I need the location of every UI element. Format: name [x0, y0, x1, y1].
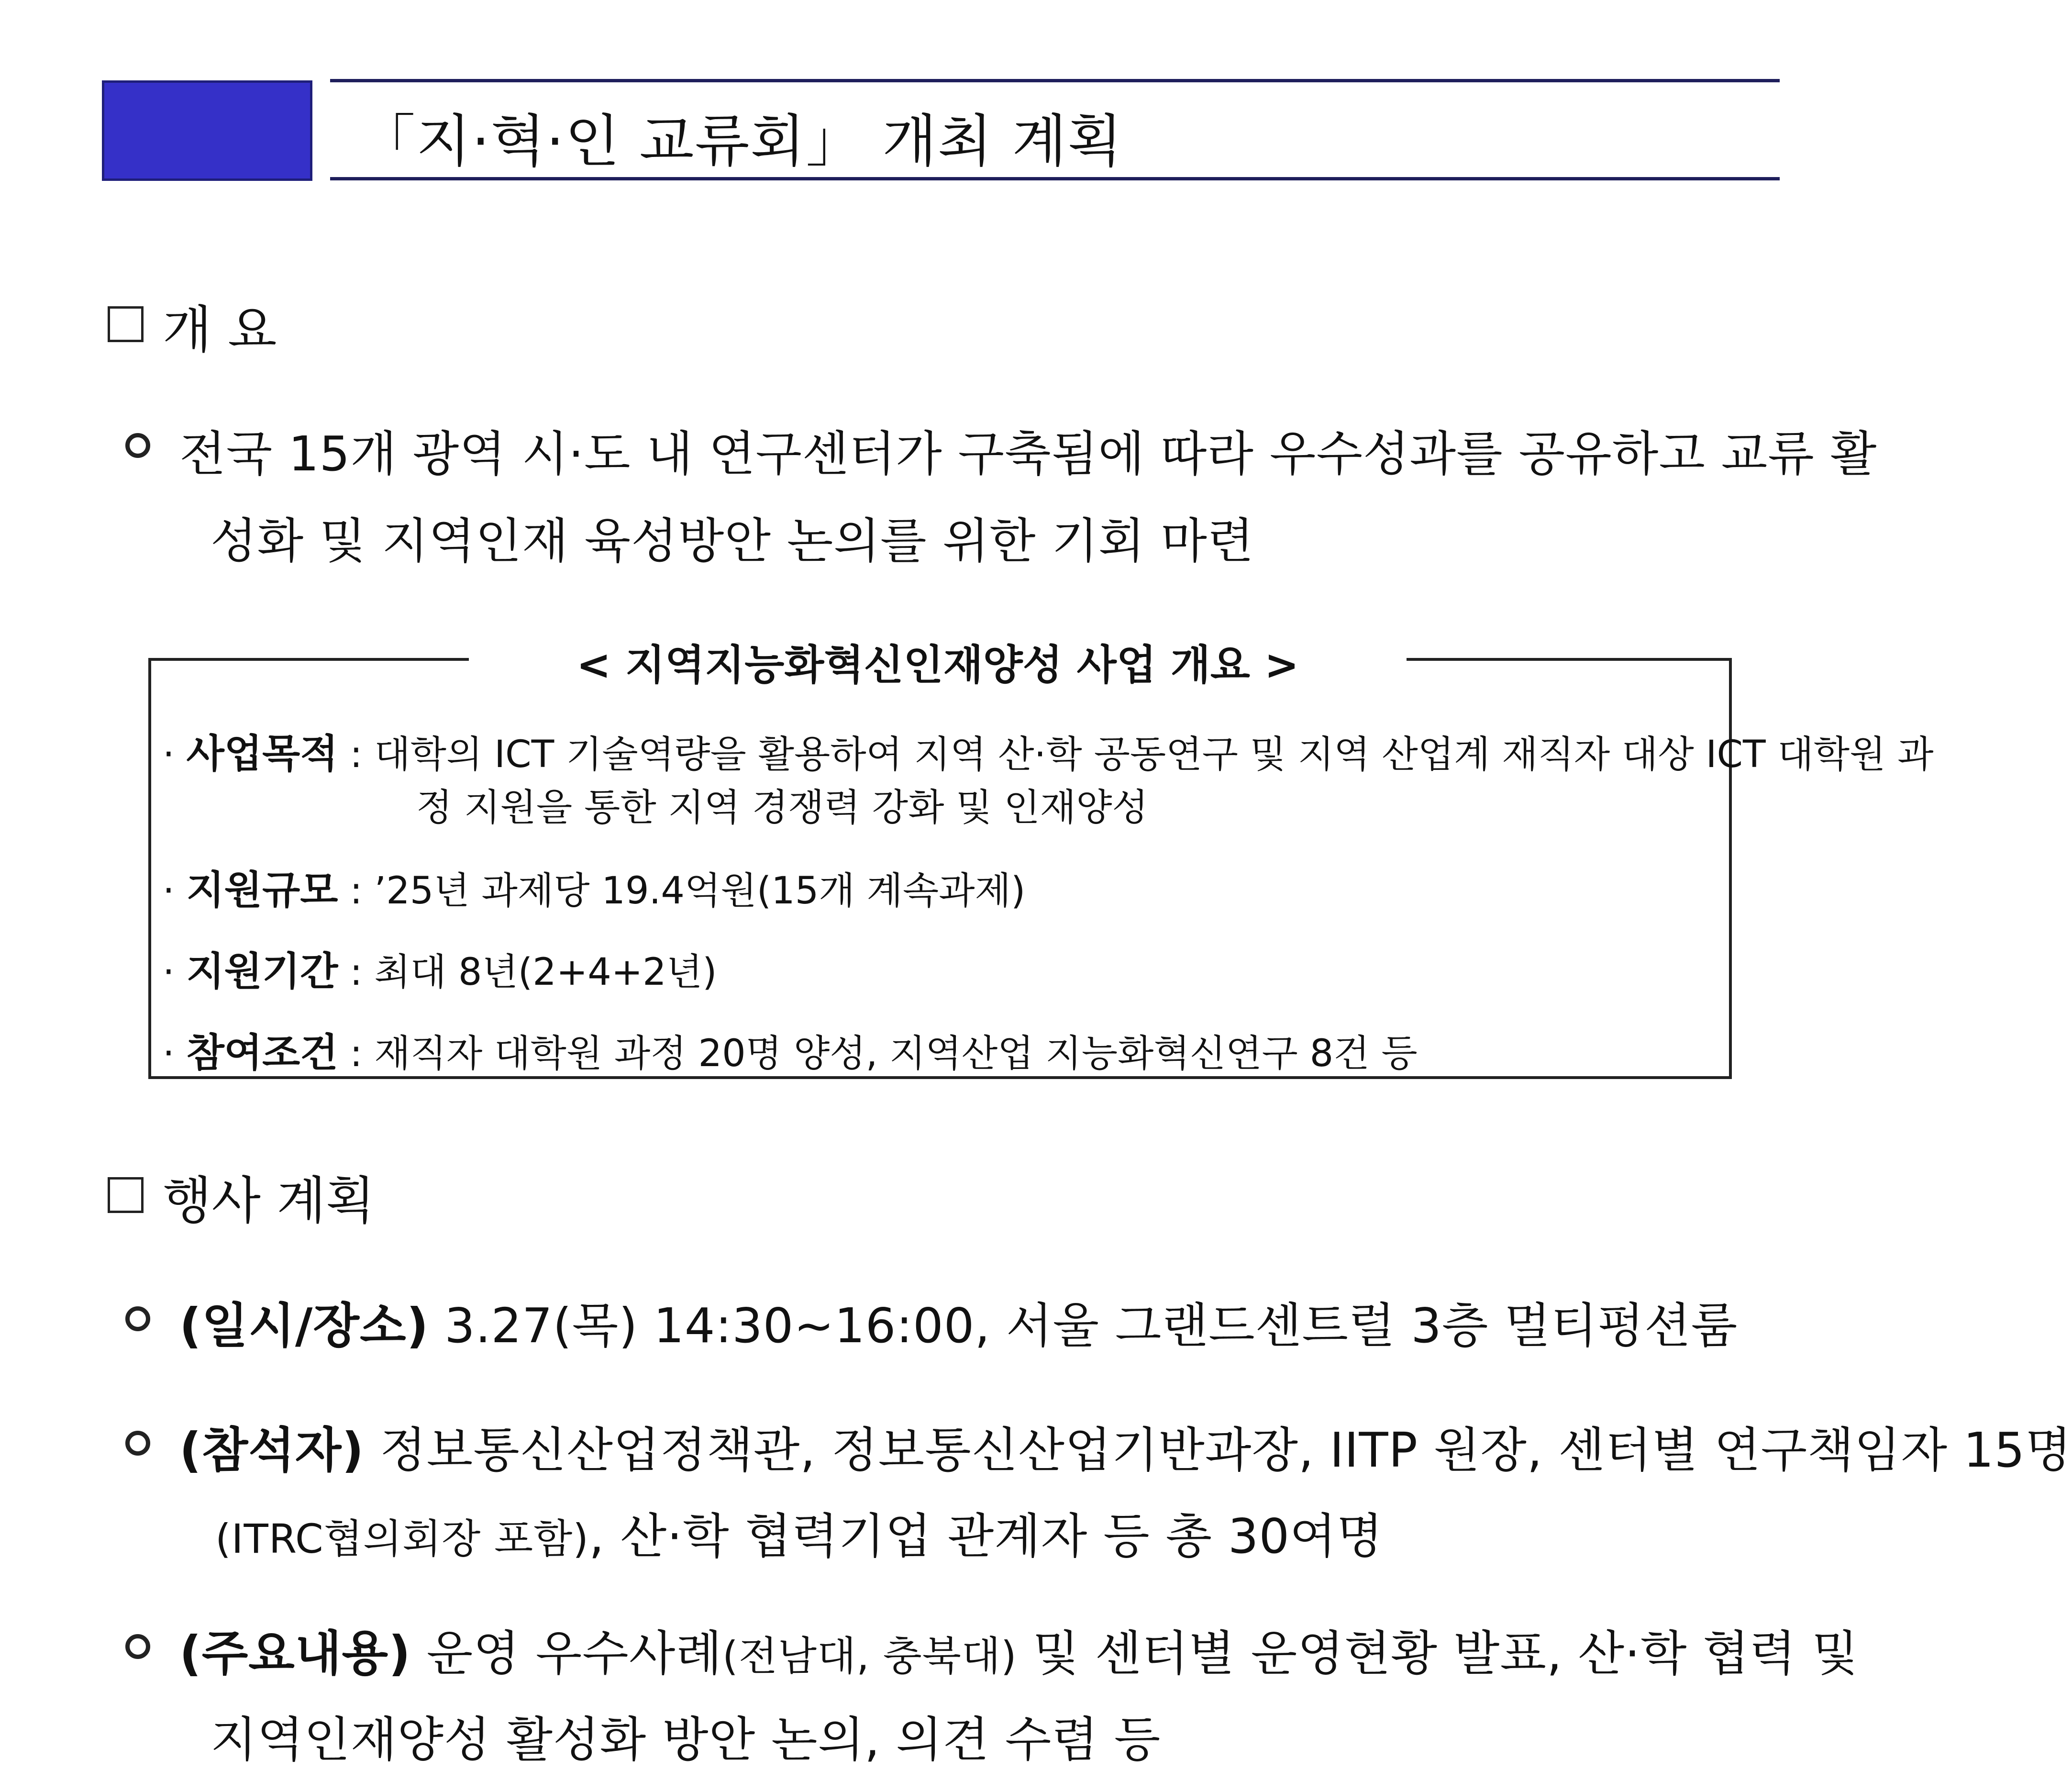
title-bottom-rule	[330, 177, 1780, 180]
event-item-text: 정보통신산업정책관, 정보통신산업기반과장, IITP 원장, 센터별 연구책임자 15명	[364, 1422, 2072, 1478]
row-text: 최대 8년(2+4+2년)	[374, 951, 717, 994]
row-label: 사업목적	[186, 731, 338, 777]
row-sep: :	[338, 869, 375, 913]
row-sep: :	[338, 951, 375, 994]
row-dot: ·	[163, 733, 187, 776]
event-item-datetime	[179, 1287, 1738, 1356]
row-label: 참여조건	[186, 1030, 338, 1076]
event-item-attendees	[179, 1412, 2072, 1481]
overview-bullet-line1: 전국 15개 광역 시·도 내 연구센터가 구축됨에 따라 우수성과를 공유하고 교류 활	[179, 426, 1877, 482]
overview-bullet-line2: 성화 및 지역인재 육성방안 논의를 위한 기회 마련	[211, 513, 1254, 569]
row-label: 지원규모	[186, 868, 338, 913]
bullet-circle-icon	[125, 1634, 150, 1659]
event-item-label: (참석자)	[179, 1422, 365, 1478]
box-row-purpose-line2: 정 지원을 통한 지역 경쟁력 강화 및 인재양성	[416, 786, 1148, 829]
box-row-conditions	[163, 1022, 1418, 1078]
event-item-paren: (ITRC협의회장 포함)	[215, 1515, 589, 1562]
event-item-agenda	[179, 1615, 1859, 1684]
row-sep: :	[338, 1032, 375, 1075]
box-row-purpose	[163, 723, 1934, 779]
row-label: 지원기간	[186, 949, 338, 994]
event-item-text: 3.27(목) 14:30~16:00, 서울 그랜드센트럴 3층 멀티펑션룸	[429, 1298, 1738, 1354]
row-text: ’25년 과제당 19.4억원(15개 계속과제)	[374, 869, 1026, 913]
event-item-text: 운영 우수사례	[410, 1625, 722, 1681]
event-item-paren: (전남대, 충북대)	[722, 1633, 1017, 1680]
bullet-circle-icon	[125, 1306, 150, 1331]
row-text: 대학의 ICT 기술역량을 활용하여 지역 산·학 공동연구 및 지역 산업계 재직자 대상 ICT 대학원 과	[374, 733, 1934, 776]
bullet-circle-icon	[125, 433, 150, 458]
page-title: 「지·혁·인 교류회」 개최 계획	[359, 108, 1123, 174]
section-heading-overview: 개 요	[163, 301, 277, 359]
box-row-period	[163, 940, 717, 996]
box-row-scale	[163, 859, 1025, 915]
event-item-text: 및 센터별 운영현황 발표, 산·학 협력 및	[1017, 1625, 1859, 1681]
title-top-rule	[330, 79, 1780, 82]
program-box-title: < 지역지능화혁신인재양성 사업 개요 >	[576, 641, 1299, 689]
event-item-label: (일시/장소)	[179, 1298, 429, 1354]
row-dot: ·	[163, 1032, 187, 1075]
event-item-text: , 산·학 협력기업 관계자 등 총 30여명	[589, 1508, 1384, 1564]
row-dot: ·	[163, 951, 187, 994]
bullet-circle-icon	[125, 1431, 150, 1456]
row-sep: :	[338, 733, 375, 776]
event-item-label: (주요내용)	[179, 1625, 411, 1681]
event-item-agenda-line2: 지역인재양성 활성화 방안 논의, 의견 수렴 등	[211, 1712, 1161, 1768]
event-item-attendees-line2	[215, 1498, 1383, 1567]
row-dot: ·	[163, 869, 187, 913]
section-heading-event-plan: 행사 계획	[163, 1171, 375, 1230]
title-accent-block	[102, 80, 312, 181]
section-checkbox-icon	[108, 1177, 144, 1213]
section-checkbox-icon	[108, 306, 144, 342]
row-text: 재직자 대학원 과정 20명 양성, 지역산업 지능화혁신연구 8건 등	[374, 1032, 1418, 1075]
